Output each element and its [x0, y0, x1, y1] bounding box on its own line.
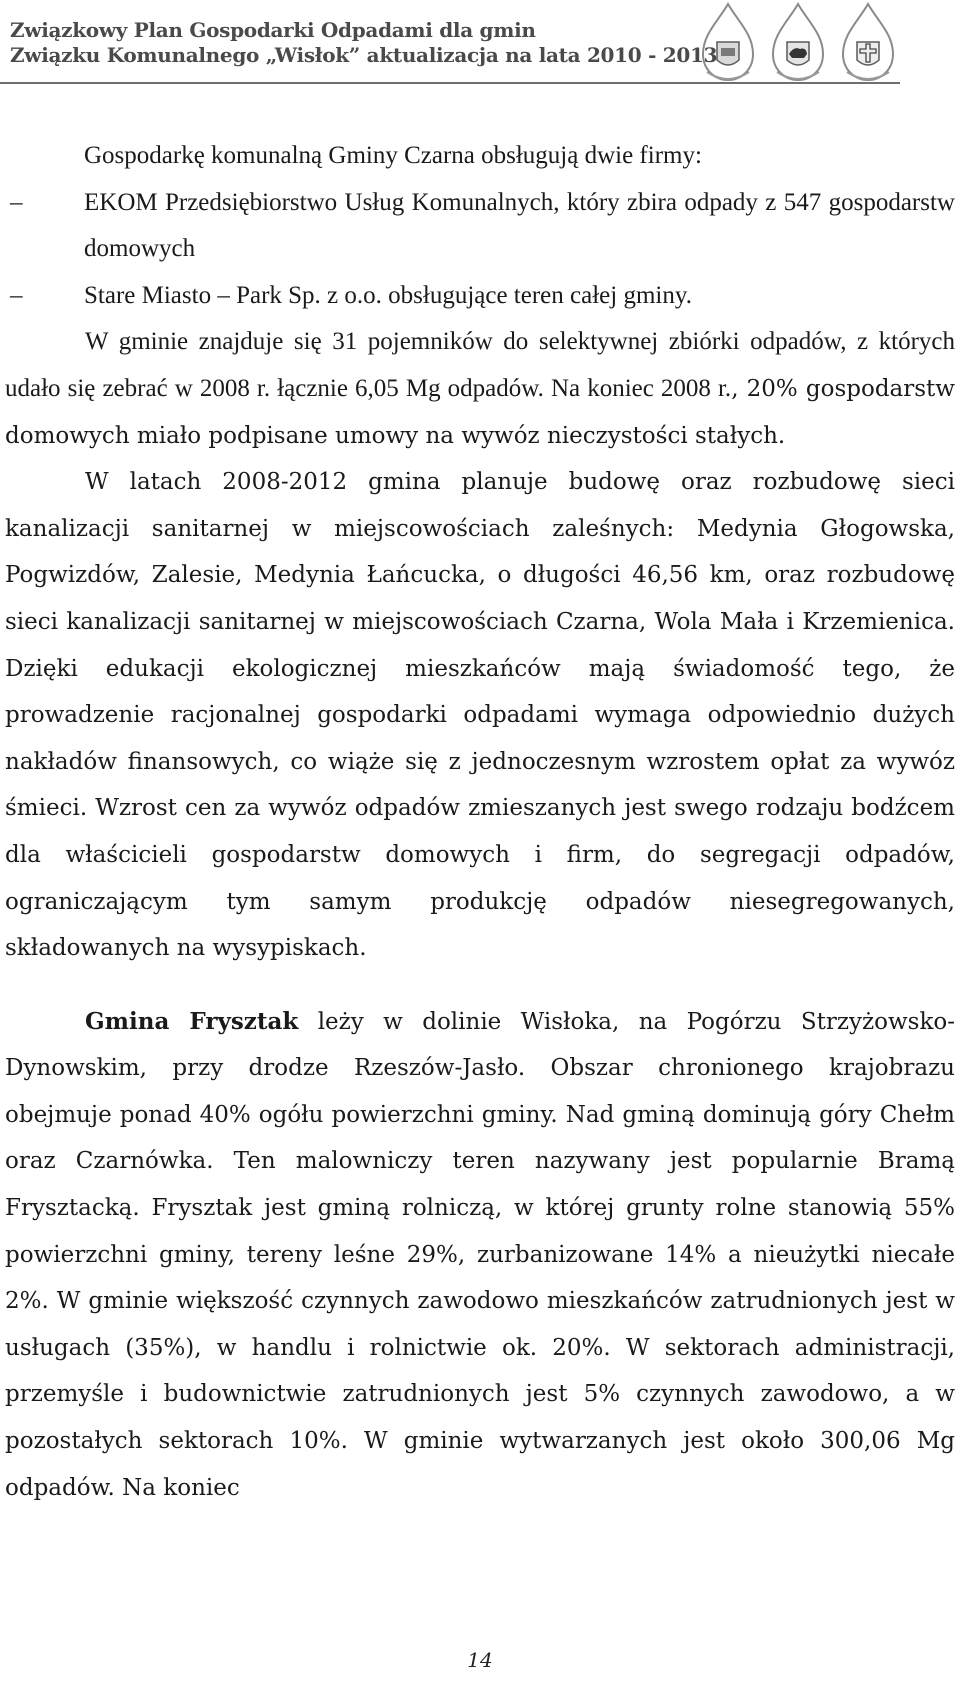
- paragraph-intro: Gospodarkę komunalną Gminy Czarna obsługują dwie firmy:: [84, 142, 702, 169]
- coat-of-arms-logos: [697, 2, 902, 84]
- page-number: 14: [467, 1648, 493, 1672]
- paragraph-frysztak-text: leży w dolinie Wisłoka, na Pogórzu Strzyżowsko-Dynowskim, przy drodze Rzeszów-Jasło. Obszar chronionego krajobrazu obejmuje ponad 40% ogółu powierzchni gminy. Nad gminą dominują góry Chełm oraz Czarnówka. Ten malowniczy teren nazywany jest popularnie Bramą Frysztacką. Frysztak jest gminą rolniczą, w której grunty rolne stanowią 55% powierzchni gminy, tereny leśne 29%, zurbanizowane 14% a nieużytki niecałe 2%. W gminie większość czynnych zawodowo mieszkańców zatrudnionych jest w usługach (35%), w handlu i rolnictwie ok. 20%. W sektorach administracji, przemyśle i budownictwie zatrudnionych jest 5% czynnych zawodowo, a w pozostałych sektorach 10%. W gminie wytwarzanych jest około 300,06 Mg odpadów. Na koniec: [5, 1008, 955, 1501]
- header-title-line-1: Związkowy Plan Gospodarki Odpadami dla gmin: [10, 18, 536, 42]
- gmina-frysztak-heading: Gmina Frysztak: [85, 1007, 299, 1035]
- list-item-text: Stare Miasto – Park Sp. z o.o. obsługujące teren całej gminy.: [84, 281, 692, 309]
- list-item: [5, 180, 955, 273]
- paragraph-frysztak: [5, 999, 955, 1512]
- list-item-text: EKOM Przedsiębiorstwo Usług Komunalnych, który zbira odpady z 547 gospodarstw domowych: [84, 188, 955, 263]
- paragraph-spacer: [5, 972, 955, 999]
- document-body: [5, 133, 955, 1511]
- paragraph-containers: [5, 319, 955, 459]
- paragraph-containers-text-b: , 20% gospodarstw domowych miało podpisane umowy na wywóz nieczystości stałych.: [5, 375, 955, 449]
- header-divider: [0, 82, 900, 84]
- list-dash: –: [10, 188, 23, 216]
- coat-of-arms-logo-2: [767, 2, 829, 84]
- list-dash: –: [10, 281, 23, 309]
- paragraph-sewage-plans: W latach 2008-2012 gmina planuje budowę oraz rozbudowę sieci kanalizacji sanitarnej w miejscowościach zaleśnych: Medynia Głogowska, Pogwizdów, Zalesie, Medynia Łańcucka, o długości 46,56 km, oraz rozbudowę sieci kanalizacji sanitarnej w miejscowościach Czarna, Wola Mała i Krzemienica. Dzięki edukacji ekologicznej mieszkańców mają świadomość tego, że prowadzenie racjonalnej gospodarki odpadami wymaga odpowiednio dużych nakładów finansowych, co wiąże się z jednoczesnym wzrostem opłat za wywóz śmieci. Wzrost cen za wywóz odpadów zmieszanych jest swego rodzaju bodźcem dla właścicieli gospodarstw domowych i firm, do segregacji odpadów, ograniczającym tym samym produkcję odpadów niesegregowanych, składowanych na wysypiskach.: [5, 469, 955, 962]
- paragraph-containers-text-a: W gminie znajduje się 31 pojemników do selektywnej zbiórki odpadów, z których udało się zebrać w 2008 r. łącznie 6,05 Mg odpadów. Na koniec 2008 r.: [5, 328, 955, 402]
- page-header: [0, 0, 960, 86]
- coat-of-arms-logo-1: [697, 2, 759, 84]
- header-title: [10, 18, 717, 68]
- list-item: [5, 273, 955, 320]
- coat-of-arms-logo-3: [837, 2, 899, 84]
- header-title-line-2: Związku Komunalnego „Wisłok” aktualizacja na lata 2010 - 2013: [10, 43, 718, 67]
